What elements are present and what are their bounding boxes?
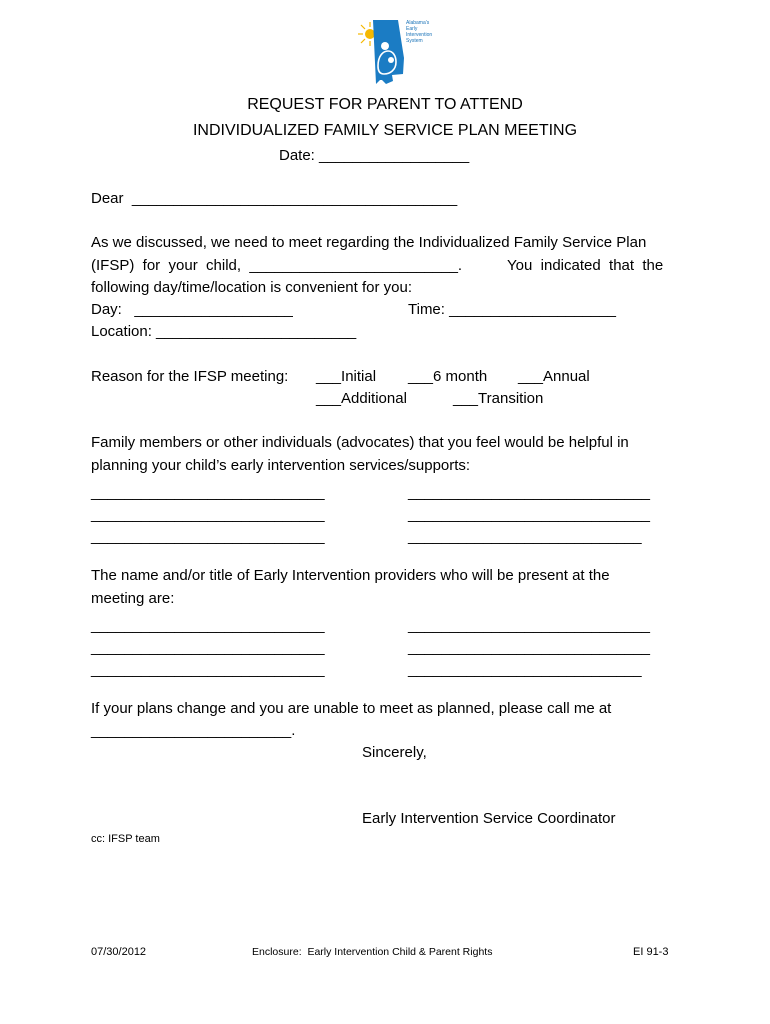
family-blank[interactable]: ____________________________ — [408, 528, 642, 545]
provider-blank[interactable]: ____________________________ — [91, 639, 325, 656]
signature-title: Early Intervention Service Coordinator — [362, 810, 616, 827]
family-line2: planning your child’s early intervention services/supports: — [91, 457, 471, 474]
family-blank[interactable]: ____________________________ — [91, 484, 325, 501]
footer-form-id: EI 91-3 — [633, 946, 669, 958]
footer-date: 07/30/2012 — [91, 946, 147, 958]
child-name-field[interactable]: (IFSP) for your child, _________________________. — [91, 257, 463, 274]
intro-line2-right: You indicated that the — [507, 257, 664, 274]
provider-blank[interactable]: _____________________________ — [408, 617, 650, 634]
family-blank[interactable]: _____________________________ — [408, 506, 650, 523]
sincerely-text: Sincerely, — [362, 744, 427, 761]
time-field[interactable]: Time: ____________________ — [408, 301, 616, 318]
salutation-field[interactable]: Dear _______________________________________ — [91, 190, 458, 207]
family-blank[interactable]: ____________________________ — [91, 506, 325, 523]
intro-line1: As we discussed, we need to meet regarding the Individualized Family Service Plan — [91, 234, 647, 251]
provider-blank[interactable]: ____________________________ — [91, 617, 325, 634]
provider-blank[interactable]: ____________________________ — [91, 661, 325, 678]
providers-line1: The name and/or title of Early Intervention providers who will be present at the — [91, 567, 610, 584]
intro-line3: following day/time/location is convenient for you: — [91, 279, 413, 296]
form-title-line1: REQUEST FOR PARENT TO ATTEND — [247, 96, 523, 113]
phone-field[interactable]: ________________________. — [91, 722, 296, 739]
reason-annual-option[interactable]: ___Annual — [518, 368, 590, 385]
footer-enclosure: Enclosure: Early Intervention Child & Parent Rights — [252, 946, 493, 958]
family-blank[interactable]: ____________________________ — [91, 528, 325, 545]
form-title-line2: INDIVIDUALIZED FAMILY SERVICE PLAN MEETING — [192, 122, 578, 139]
early-intervention-logo — [356, 18, 436, 90]
location-field[interactable]: Location: ________________________ — [91, 323, 357, 340]
reason-additional-option[interactable]: ___Additional — [316, 390, 407, 407]
reason-initial-option[interactable]: ___Initial — [316, 368, 377, 385]
closing-line1: If your plans change and you are unable to meet as planned, please call me at — [91, 700, 612, 717]
day-field[interactable]: Day: ___________________ — [91, 301, 293, 318]
cc-line: cc: IFSP team — [91, 833, 160, 845]
family-line1: Family members or other individuals (advocates) that you feel would be helpful in — [91, 434, 629, 451]
date-field[interactable]: Date: __________________ — [279, 147, 470, 164]
provider-blank[interactable]: ____________________________ — [408, 661, 642, 678]
reason-label: Reason for the IFSP meeting: — [91, 368, 289, 385]
provider-blank[interactable]: _____________________________ — [408, 639, 650, 656]
reason-6month-option[interactable]: ___6 month — [408, 368, 488, 385]
providers-line2: meeting are: — [91, 590, 175, 607]
reason-transition-option[interactable]: ___Transition — [453, 390, 544, 407]
family-blank[interactable]: _____________________________ — [408, 484, 650, 501]
logo-text: Alabama's Early Intervention System — [406, 20, 433, 44]
